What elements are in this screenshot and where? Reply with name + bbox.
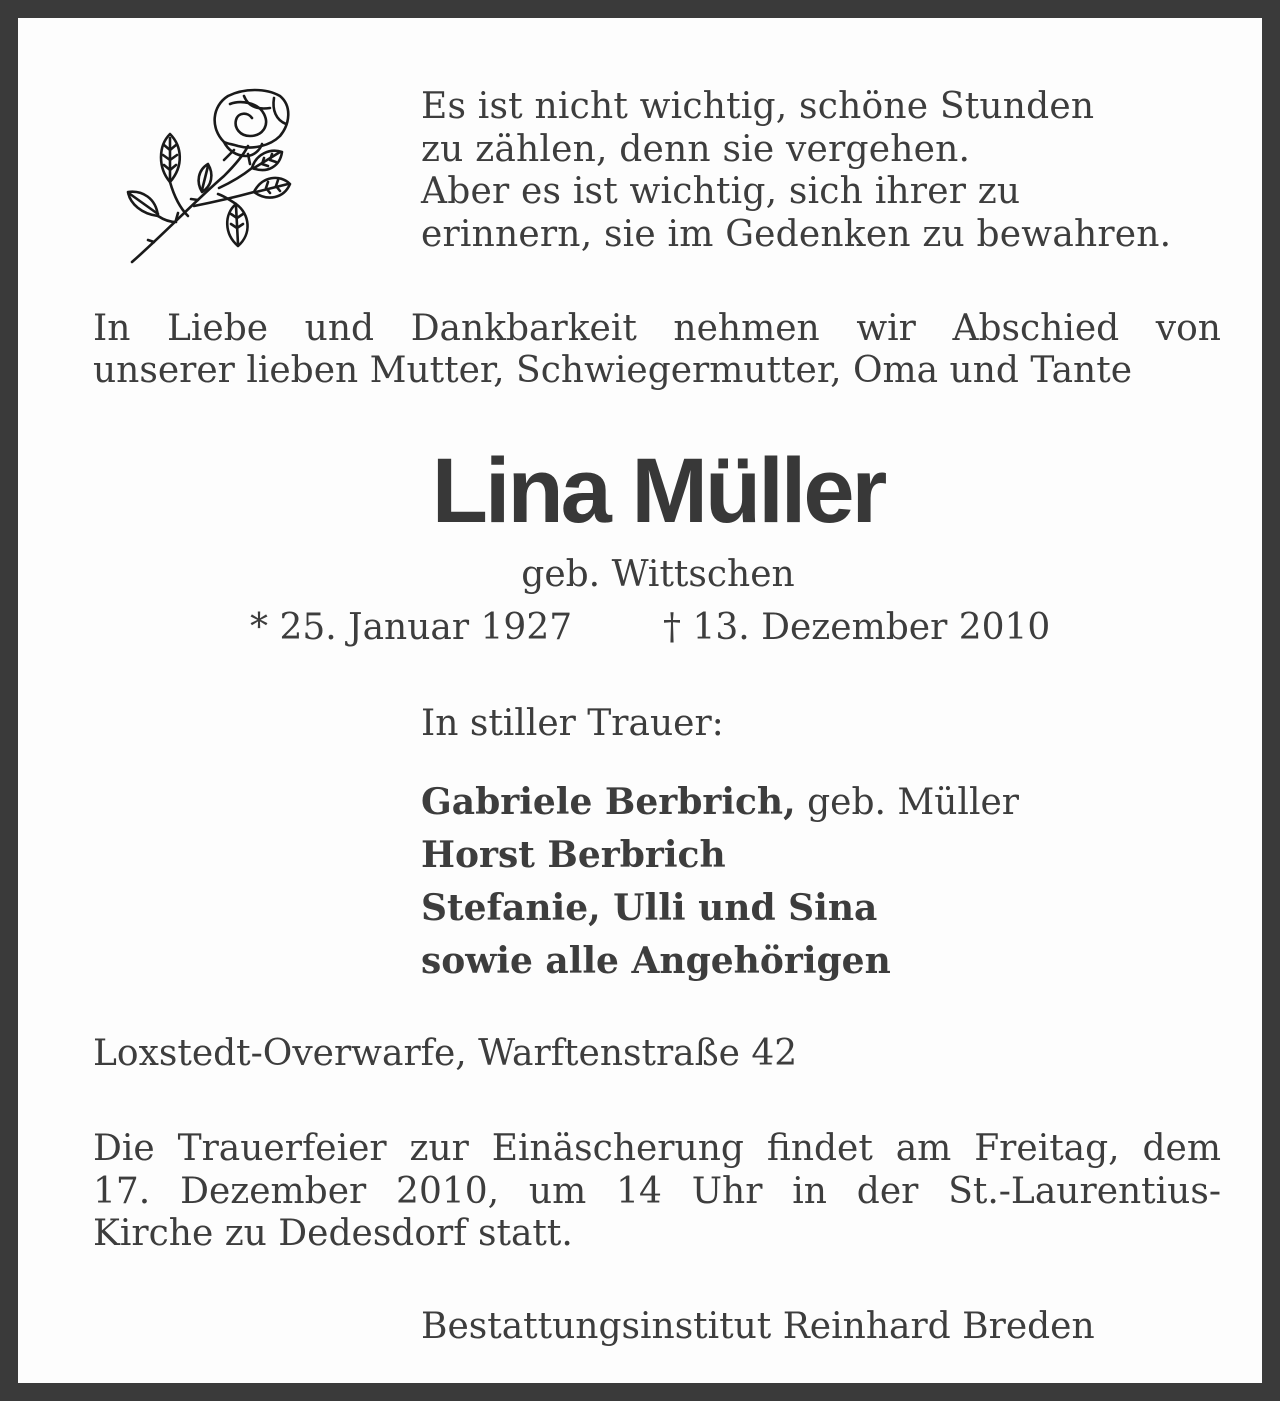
intro-line: In Liebe und Dankbarkeit nehmen wir Abschied von [93,308,1221,349]
mourner-entry [421,935,1019,988]
rose-icon [124,84,294,266]
mourner-entry [421,829,1019,882]
intro-line: unserer lieben Mutter, Schwiegermutter, Oma und Tante [93,350,1133,391]
poem [421,86,1241,256]
poem-line: erinnern, sie im Gedenken zu bewahren. [421,213,1172,255]
undertaker-name: Bestattungsinstitut Reinhard Breden [421,1306,1095,1347]
mourner-entry [421,776,1019,829]
mourner-name: sowie alle Angehörigen [421,940,891,982]
ceremony-info [93,1128,1221,1256]
family-address: Loxstedt-Overwarfe, Warftenstraße 42 [93,1033,798,1074]
mourning-heading: In stiller Trauer: [421,703,724,744]
birth-date: * 25. Januar 1927 [250,607,573,648]
poem-line: zu zählen, denn sie vergehen. [421,128,971,170]
maiden-name: geb. Wittschen [521,554,795,595]
poem-line: Es ist nicht wichtig, schöne Stunden [421,86,1095,127]
mourners-list [421,776,1019,988]
farewell-intro [93,308,1221,392]
poem-line: Aber es ist wichtig, sich ihrer zu [421,171,1021,212]
deceased-name: Lina Müller [431,440,885,542]
ceremony-line: Die Trauerfeier zur Einäscherung findet am Freitag, dem [93,1128,1221,1169]
mourner-name: Gabriele Berbrich, [421,781,796,823]
mourner-suffix: geb. Müller [795,782,1019,823]
ceremony-line: Kirche zu Dedesdorf statt. [93,1213,573,1254]
death-date: † 13. Dezember 2010 [663,607,1051,648]
mourner-name: Horst Berbrich [421,834,726,876]
mourner-name: Stefanie, Ulli und Sina [421,887,878,929]
ceremony-line: 17. Dezember 2010, um 14 Uhr in der St.-Laurentius- [93,1170,1221,1212]
mourner-entry [421,882,1019,935]
